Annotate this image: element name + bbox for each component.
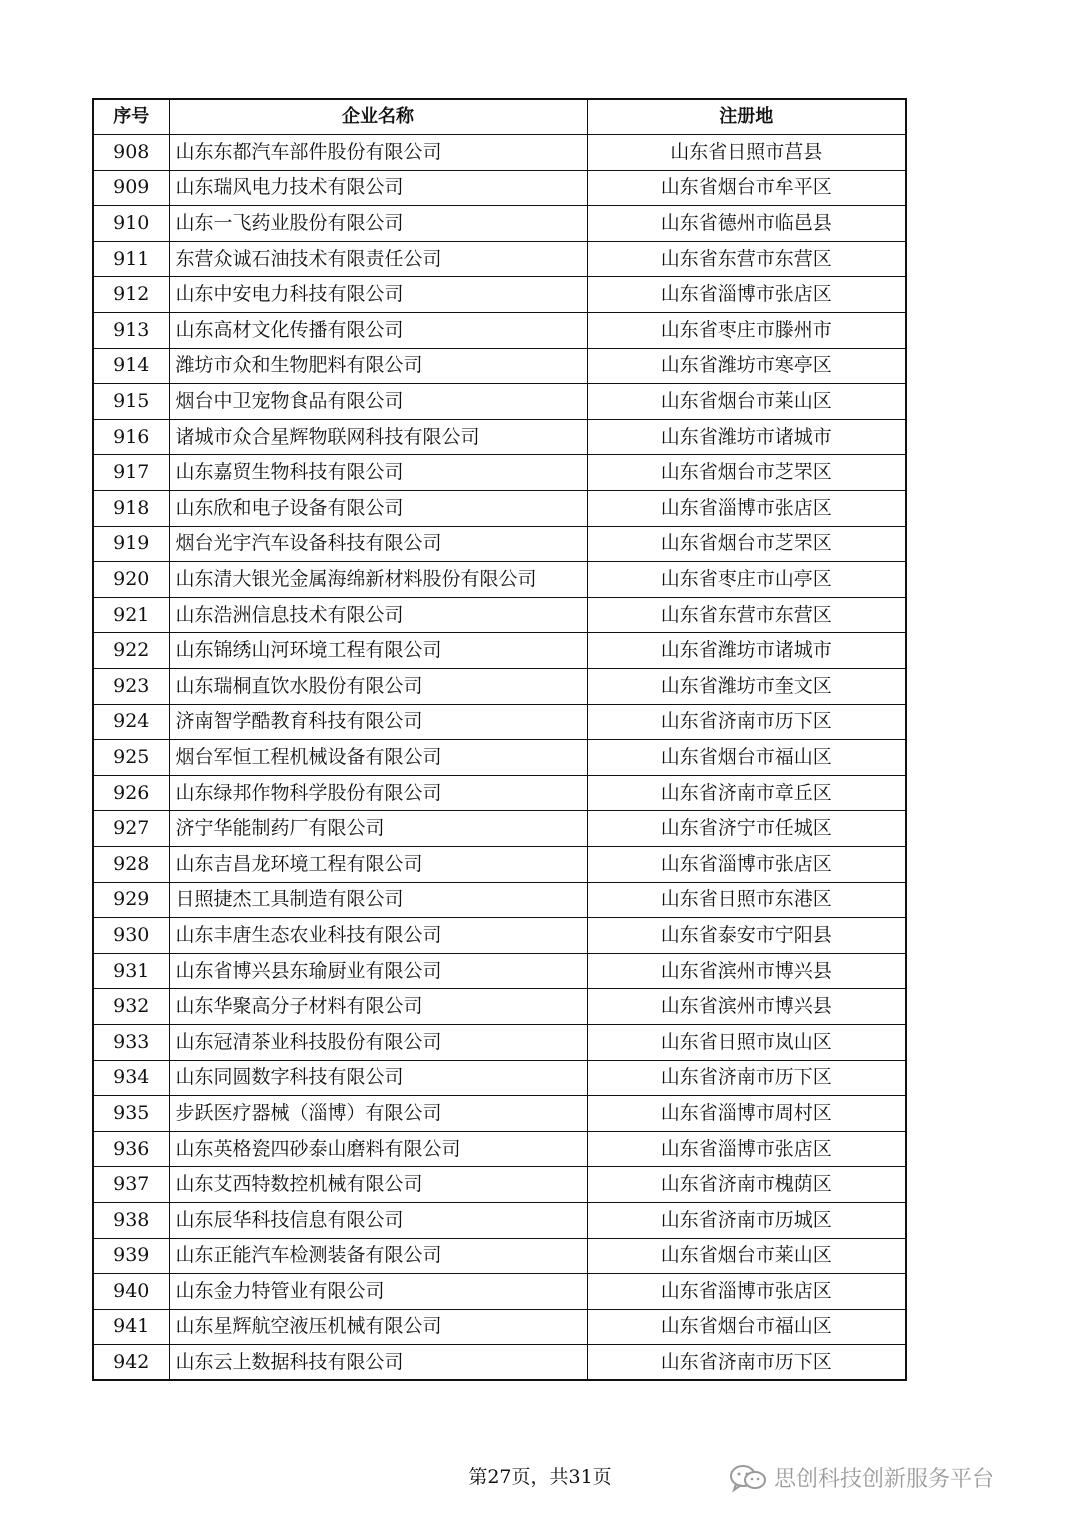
company-name-cell: 山东星辉航空液压机械有限公司 xyxy=(169,1309,587,1345)
company-name-cell: 山东绿邦作物科学股份有限公司 xyxy=(169,775,587,811)
seq-cell: 941 xyxy=(93,1309,169,1345)
registered-location-cell: 山东省济南市历城区 xyxy=(587,1202,906,1238)
registered-location-cell: 山东省潍坊市寒亭区 xyxy=(587,348,906,384)
registered-location-cell: 山东省烟台市福山区 xyxy=(587,740,906,776)
table-row xyxy=(93,811,906,847)
company-name-cell: 步跃医疗器械（淄博）有限公司 xyxy=(169,1096,587,1132)
registered-location-cell: 山东省烟台市牟平区 xyxy=(587,170,906,206)
table-row xyxy=(93,669,906,705)
table-row xyxy=(93,455,906,491)
table-row xyxy=(93,633,906,669)
seq-cell: 913 xyxy=(93,313,169,349)
table-row xyxy=(93,419,906,455)
company-name-cell: 山东丰唐生态农业科技有限公司 xyxy=(169,918,587,954)
seq-cell: 929 xyxy=(93,882,169,918)
seq-cell: 939 xyxy=(93,1238,169,1274)
table-row xyxy=(93,1345,906,1381)
seq-cell: 908 xyxy=(93,135,169,171)
company-name-cell: 山东一飞药业股份有限公司 xyxy=(169,206,587,242)
table-row xyxy=(93,846,906,882)
company-name-cell: 山东省博兴县东瑜厨业有限公司 xyxy=(169,953,587,989)
seq-cell: 933 xyxy=(93,1024,169,1060)
seq-cell: 932 xyxy=(93,989,169,1025)
seq-cell: 922 xyxy=(93,633,169,669)
seq-cell: 927 xyxy=(93,811,169,847)
registered-location-cell: 山东省东营市东营区 xyxy=(587,241,906,277)
table-row xyxy=(93,1238,906,1274)
table-row xyxy=(93,1202,906,1238)
registered-location-cell: 山东省枣庄市山亭区 xyxy=(587,562,906,598)
registered-location-cell: 山东省日照市莒县 xyxy=(587,135,906,171)
table-row xyxy=(93,882,906,918)
registered-location-cell: 山东省济南市槐荫区 xyxy=(587,1167,906,1203)
registered-location-cell: 山东省淄博市周村区 xyxy=(587,1096,906,1132)
registered-location-cell: 山东省济宁市任城区 xyxy=(587,811,906,847)
company-name-cell: 山东吉昌龙环境工程有限公司 xyxy=(169,846,587,882)
seq-cell: 935 xyxy=(93,1096,169,1132)
table-row xyxy=(93,918,906,954)
table-row xyxy=(93,740,906,776)
company-name-cell: 山东清大银光金属海绵新材料股份有限公司 xyxy=(169,562,587,598)
table-row xyxy=(93,1167,906,1203)
company-name-cell: 烟台军恒工程机械设备有限公司 xyxy=(169,740,587,776)
seq-cell: 910 xyxy=(93,206,169,242)
seq-cell: 931 xyxy=(93,953,169,989)
watermark xyxy=(728,1462,994,1493)
table-row xyxy=(93,135,906,171)
wechat-icon xyxy=(728,1463,768,1493)
seq-cell: 942 xyxy=(93,1345,169,1381)
registered-location-cell: 山东省淄博市张店区 xyxy=(587,491,906,527)
registered-location-cell: 山东省日照市东港区 xyxy=(587,882,906,918)
company-name-cell: 山东锦绣山河环境工程有限公司 xyxy=(169,633,587,669)
company-name-cell: 山东瑞风电力技术有限公司 xyxy=(169,170,587,206)
registered-location-cell: 山东省德州市临邑县 xyxy=(587,206,906,242)
registered-location-cell: 山东省烟台市福山区 xyxy=(587,1309,906,1345)
seq-cell: 936 xyxy=(93,1131,169,1167)
table-row xyxy=(93,348,906,384)
company-name-cell: 济宁华能制药厂有限公司 xyxy=(169,811,587,847)
company-name-cell: 烟台中卫宠物食品有限公司 xyxy=(169,384,587,420)
header-seq: 序号 xyxy=(93,99,169,135)
seq-cell: 940 xyxy=(93,1274,169,1310)
seq-cell: 909 xyxy=(93,170,169,206)
registered-location-cell: 山东省济南市历下区 xyxy=(587,704,906,740)
table-row xyxy=(93,704,906,740)
registered-location-cell: 山东省滨州市博兴县 xyxy=(587,953,906,989)
seq-cell: 930 xyxy=(93,918,169,954)
registered-location-cell: 山东省淄博市张店区 xyxy=(587,277,906,313)
registered-location-cell: 山东省烟台市莱山区 xyxy=(587,384,906,420)
company-name-cell: 山东中安电力科技有限公司 xyxy=(169,277,587,313)
registered-location-cell: 山东省潍坊市奎文区 xyxy=(587,669,906,705)
seq-cell: 911 xyxy=(93,241,169,277)
company-name-cell: 东营众诚石油技术有限责任公司 xyxy=(169,241,587,277)
table-body xyxy=(93,135,906,1381)
table-row xyxy=(93,491,906,527)
company-name-cell: 山东瑞桐直饮水股份有限公司 xyxy=(169,669,587,705)
seq-cell: 925 xyxy=(93,740,169,776)
registered-location-cell: 山东省潍坊市诸城市 xyxy=(587,419,906,455)
registered-location-cell: 山东省东营市东营区 xyxy=(587,597,906,633)
company-name-cell: 山东嘉贸生物科技有限公司 xyxy=(169,455,587,491)
registered-location-cell: 山东省淄博市张店区 xyxy=(587,1131,906,1167)
company-name-cell: 山东辰华科技信息有限公司 xyxy=(169,1202,587,1238)
table-row xyxy=(93,241,906,277)
header-company-name: 企业名称 xyxy=(169,99,587,135)
registered-location-cell: 山东省烟台市芝罘区 xyxy=(587,455,906,491)
company-name-cell: 日照捷杰工具制造有限公司 xyxy=(169,882,587,918)
registered-location-cell: 山东省济南市历下区 xyxy=(587,1345,906,1381)
registered-location-cell: 山东省济南市章丘区 xyxy=(587,775,906,811)
registered-location-cell: 山东省烟台市芝罘区 xyxy=(587,526,906,562)
seq-cell: 938 xyxy=(93,1202,169,1238)
seq-cell: 917 xyxy=(93,455,169,491)
watermark-text: 思创科技创新服务平台 xyxy=(774,1467,995,1492)
seq-cell: 920 xyxy=(93,562,169,598)
company-name-cell: 山东英格瓷四砂泰山磨料有限公司 xyxy=(169,1131,587,1167)
table-header-row xyxy=(93,99,906,135)
registered-location-cell: 山东省滨州市博兴县 xyxy=(587,989,906,1025)
registered-location-cell: 山东省泰安市宁阳县 xyxy=(587,918,906,954)
company-name-cell: 山东高材文化传播有限公司 xyxy=(169,313,587,349)
table-row xyxy=(93,1274,906,1310)
registered-location-cell: 山东省济南市历下区 xyxy=(587,1060,906,1096)
company-name-cell: 山东金力特管业有限公司 xyxy=(169,1274,587,1310)
seq-cell: 921 xyxy=(93,597,169,633)
seq-cell: 919 xyxy=(93,526,169,562)
company-name-cell: 山东华聚高分子材料有限公司 xyxy=(169,989,587,1025)
registered-location-cell: 山东省烟台市莱山区 xyxy=(587,1238,906,1274)
registered-location-cell: 山东省日照市岚山区 xyxy=(587,1024,906,1060)
seq-cell: 914 xyxy=(93,348,169,384)
seq-cell: 924 xyxy=(93,704,169,740)
table-row xyxy=(93,562,906,598)
table-row xyxy=(93,1309,906,1345)
company-name-cell: 山东正能汽车检测装备有限公司 xyxy=(169,1238,587,1274)
seq-cell: 923 xyxy=(93,669,169,705)
seq-cell: 918 xyxy=(93,491,169,527)
table-row xyxy=(93,989,906,1025)
seq-cell: 915 xyxy=(93,384,169,420)
seq-cell: 926 xyxy=(93,775,169,811)
company-name-cell: 烟台光宇汽车设备科技有限公司 xyxy=(169,526,587,562)
table-row xyxy=(93,313,906,349)
table-row xyxy=(93,206,906,242)
table-row xyxy=(93,953,906,989)
company-name-cell: 山东欣和电子设备有限公司 xyxy=(169,491,587,527)
table-row xyxy=(93,384,906,420)
company-name-cell: 山东东都汽车部件股份有限公司 xyxy=(169,135,587,171)
seq-cell: 916 xyxy=(93,419,169,455)
company-name-cell: 潍坊市众和生物肥料有限公司 xyxy=(169,348,587,384)
table-row xyxy=(93,170,906,206)
company-name-cell: 山东浩洲信息技术有限公司 xyxy=(169,597,587,633)
company-table-container xyxy=(92,98,905,1381)
company-name-cell: 山东冠清茶业科技股份有限公司 xyxy=(169,1024,587,1060)
seq-cell: 912 xyxy=(93,277,169,313)
company-name-cell: 山东同圆数字科技有限公司 xyxy=(169,1060,587,1096)
seq-cell: 934 xyxy=(93,1060,169,1096)
registered-location-cell: 山东省淄博市张店区 xyxy=(587,1274,906,1310)
company-name-cell: 山东云上数据科技有限公司 xyxy=(169,1345,587,1381)
seq-cell: 937 xyxy=(93,1167,169,1203)
table-row xyxy=(93,775,906,811)
company-name-cell: 济南智学酷教育科技有限公司 xyxy=(169,704,587,740)
table-row xyxy=(93,526,906,562)
table-row xyxy=(93,1024,906,1060)
page-number: 第27页，共31页 xyxy=(468,1466,612,1488)
table-row xyxy=(93,1131,906,1167)
company-table xyxy=(92,98,907,1381)
company-name-cell: 山东艾西特数控机械有限公司 xyxy=(169,1167,587,1203)
table-row xyxy=(93,277,906,313)
table-row xyxy=(93,1096,906,1132)
registered-location-cell: 山东省潍坊市诸城市 xyxy=(587,633,906,669)
registered-location-cell: 山东省淄博市张店区 xyxy=(587,846,906,882)
header-registered-location: 注册地 xyxy=(587,99,906,135)
registered-location-cell: 山东省枣庄市滕州市 xyxy=(587,313,906,349)
seq-cell: 928 xyxy=(93,846,169,882)
company-name-cell: 诸城市众合星辉物联网科技有限公司 xyxy=(169,419,587,455)
table-row xyxy=(93,597,906,633)
table-row xyxy=(93,1060,906,1096)
